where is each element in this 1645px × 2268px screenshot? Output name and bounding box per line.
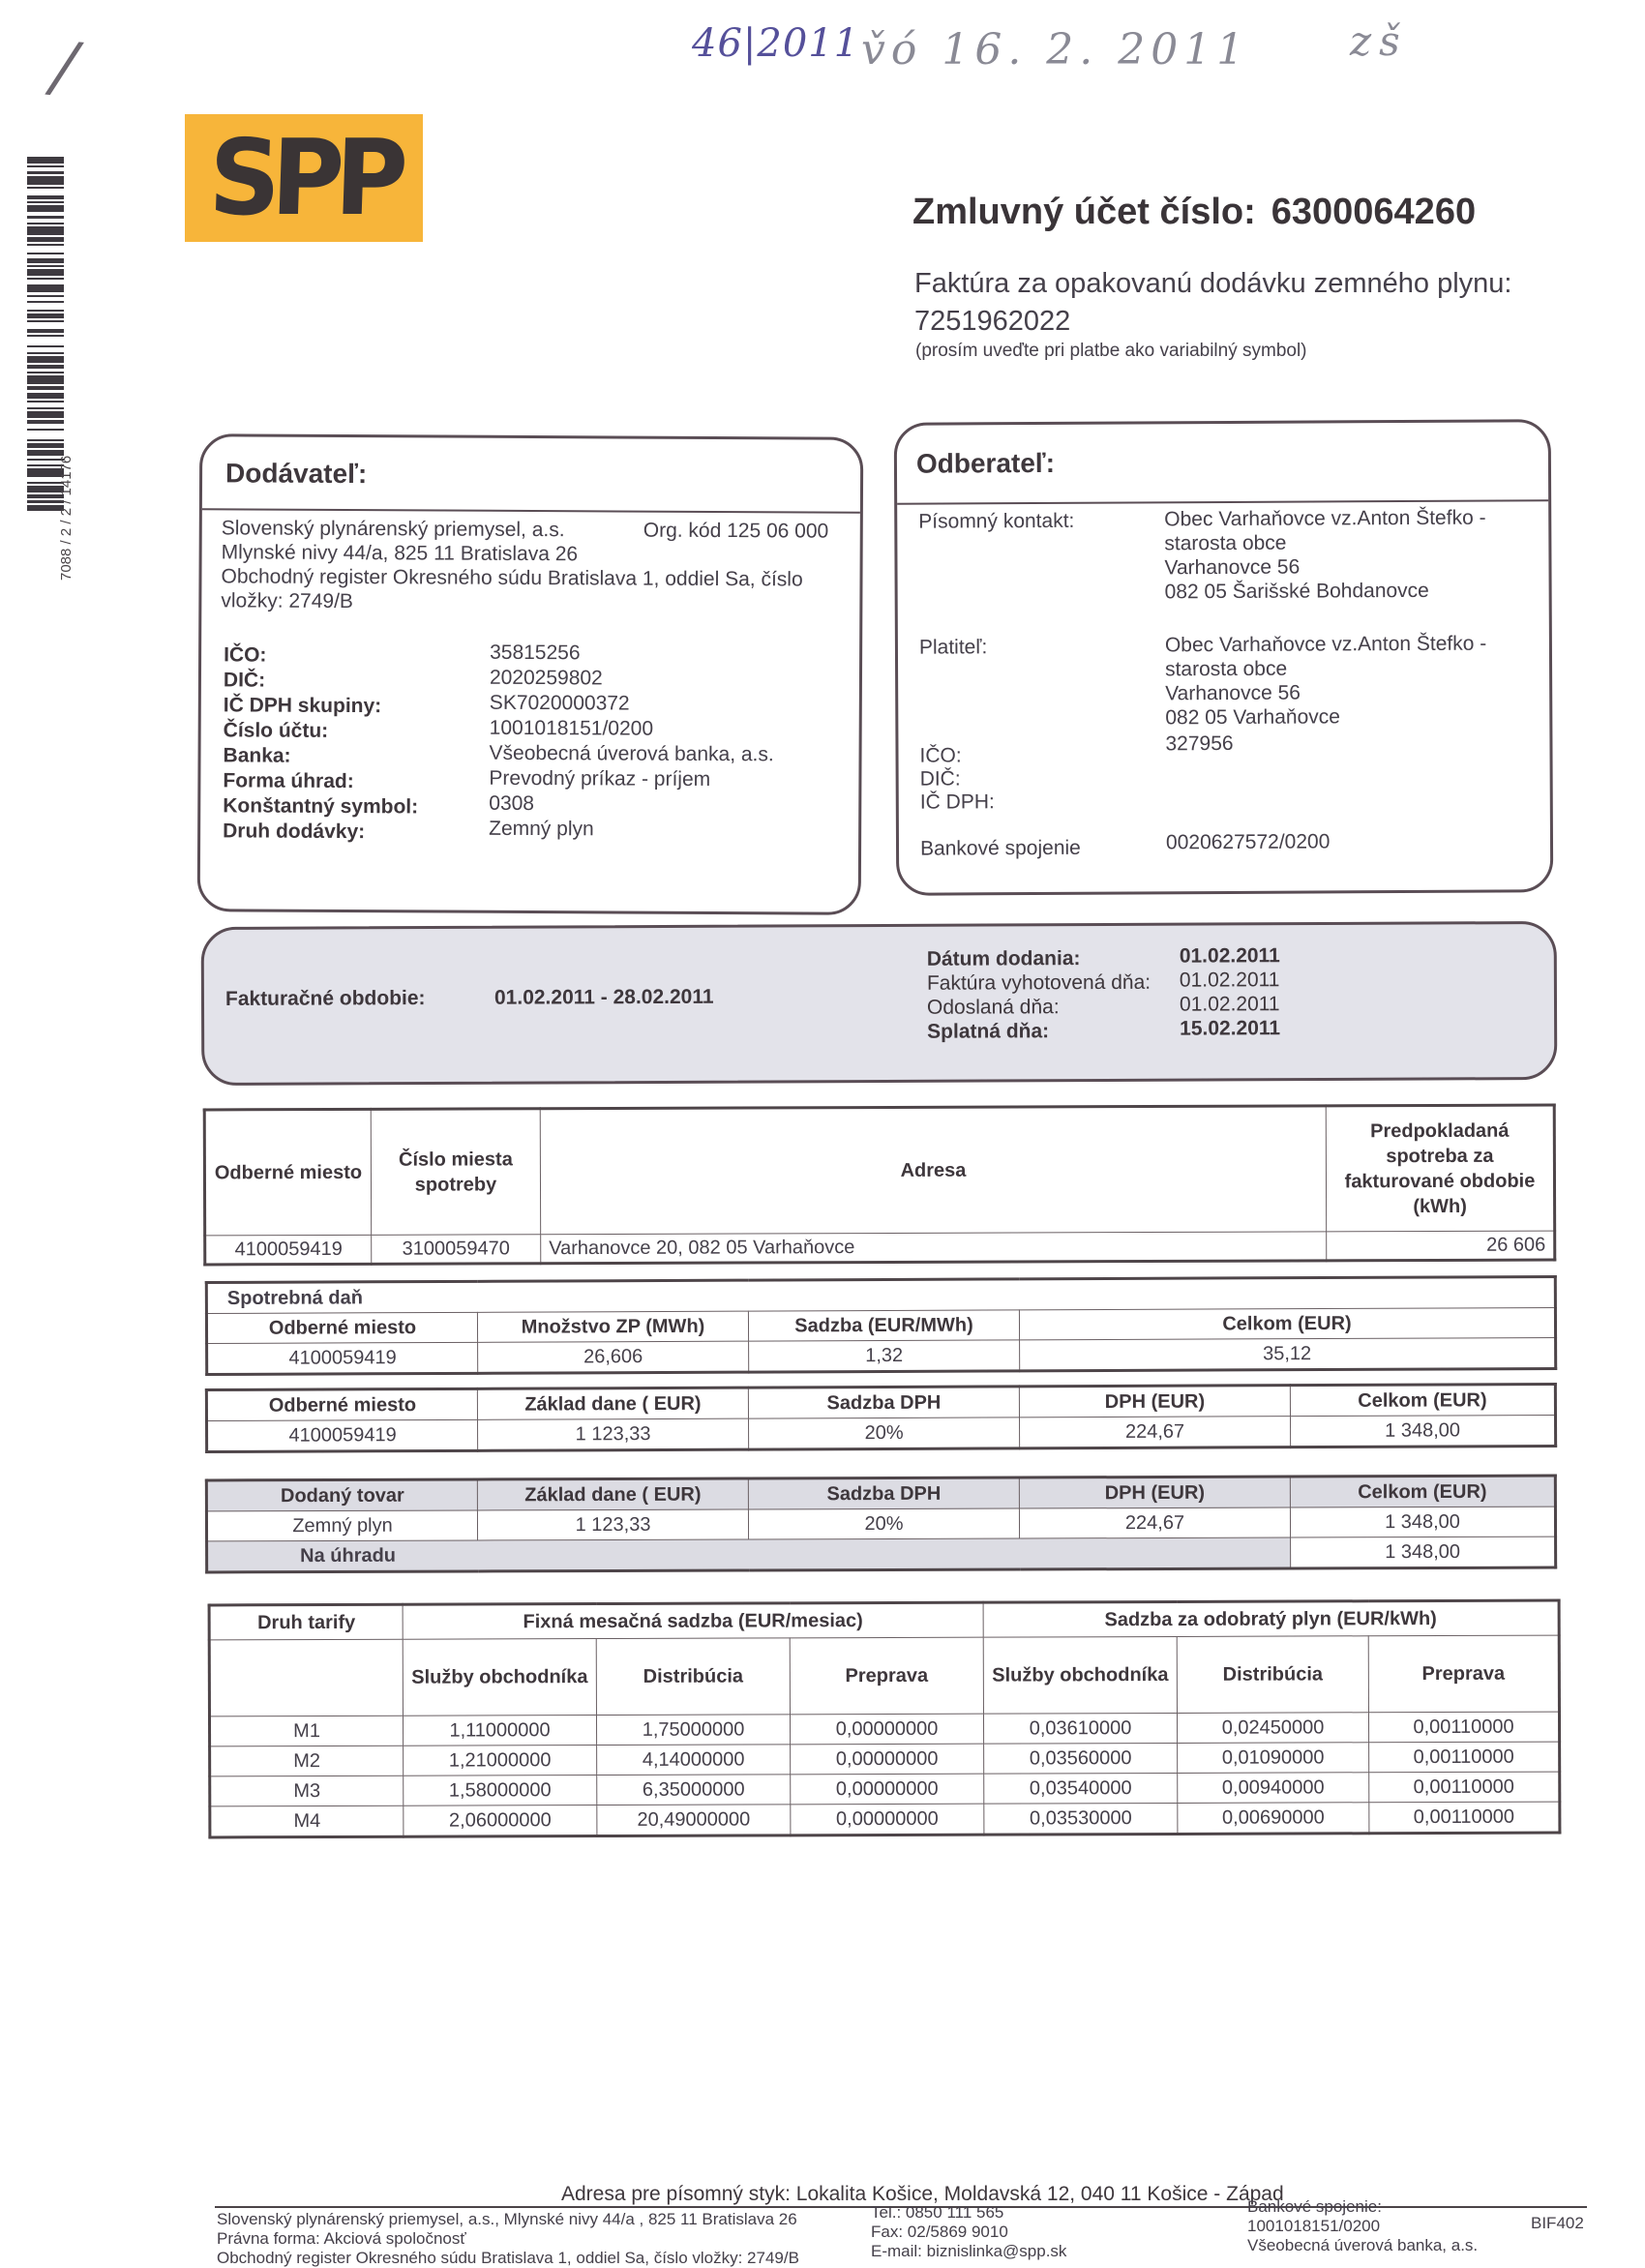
cell-consumption-point: 4100059419 [207, 1342, 478, 1374]
total-due-row [207, 1537, 1556, 1572]
due-date-label: Splatná dňa: [927, 1020, 1050, 1043]
written-contact-value [1164, 506, 1486, 605]
payer-line: Varhanovce 56 [1165, 681, 1301, 705]
barcode-bar [27, 375, 64, 384]
supplier-ico-value: 35815256 [490, 641, 581, 665]
issued-date-value: 01.02.2011 [1179, 969, 1280, 992]
table-row [210, 1742, 1560, 1776]
barcode-bar [27, 303, 64, 310]
customer-dic-label: DIČ: [919, 767, 961, 791]
table-row [206, 1507, 1555, 1541]
handwritten-reference: 46|2011 [692, 21, 860, 66]
col-header-vat-rate: Sadzba DPH [748, 1387, 1019, 1418]
col-header-rate: Sadzba (EUR/MWh) [748, 1310, 1019, 1341]
consumption-point-table [203, 1104, 1557, 1267]
written-contact-label: Písomný kontakt: [918, 509, 1075, 533]
contract-account-title [912, 192, 1476, 233]
col-header-usage-distribution: Distribúcia [1177, 1636, 1368, 1714]
supplier-dic-value: 2020259802 [489, 666, 603, 690]
payer-line: 082 05 Varhaňovce [1165, 705, 1340, 730]
supplier-payment-form-label: Forma úhrad: [223, 769, 354, 793]
supplier-org-code: Org. kód 125 06 000 [643, 519, 829, 543]
cell-tariff: M4 [210, 1805, 404, 1837]
invoice-number: 7251962022 [914, 306, 1071, 337]
cell-value: 0,00110000 [1369, 1802, 1560, 1834]
supplier-constant-symbol-label: Konštantný symbol: [223, 794, 419, 819]
barcode-bar [27, 322, 64, 329]
barcode-bar [27, 176, 64, 185]
cell-consumption-point: 4100059419 [207, 1419, 478, 1451]
billing-period-label: Fakturačné obdobie: [224, 987, 426, 1010]
due-date-value: 15.02.2011 [1180, 1017, 1281, 1040]
footer-line: Bankové spojenie: [1247, 2197, 1382, 2216]
col-header-consumption-point: Odberné miesto [204, 1109, 371, 1236]
cell-value: 0,00000000 [790, 1714, 983, 1745]
table-row [207, 1415, 1556, 1451]
cell-goods: Zemný plyn [206, 1510, 477, 1541]
customer-icdph-label: IČ DPH: [919, 791, 995, 814]
cell-value: 0,00000000 [791, 1804, 984, 1835]
table-header-row [204, 1105, 1554, 1236]
invoice-note: (prosím uveďte pri platbe ako variabilný symbol) [915, 341, 1307, 361]
table-row [209, 1712, 1559, 1746]
col-header-address: Adresa [540, 1106, 1326, 1235]
cell-tariff: M2 [210, 1746, 404, 1776]
supplier-bank-label: Banka: [223, 744, 291, 767]
cell-tariff: M3 [210, 1776, 404, 1806]
delivery-date-value: 01.02.2011 [1179, 944, 1280, 968]
cell-value: 0,00940000 [1178, 1773, 1369, 1804]
barcode-bar [27, 284, 64, 293]
contract-label: Zmluvný účet číslo: [912, 192, 1256, 232]
payer-label: Platiteľ: [918, 636, 988, 659]
cell-value: 0,03540000 [984, 1773, 1178, 1804]
col-header-tariff-type: Druh tarify [209, 1604, 403, 1640]
cell-value: 0,03560000 [984, 1743, 1178, 1774]
supplier-name: Slovenský plynárenský priemysel, a.s. [221, 517, 565, 542]
footer-bank-info [1247, 2197, 1478, 2255]
barcode-bar [27, 393, 64, 400]
table-group-header-row [209, 1600, 1559, 1640]
cell-total: 1 348,00 [1290, 1415, 1555, 1447]
col-header-vat: DPH (EUR) [1019, 1477, 1290, 1508]
cell-vat-rate: 20% [748, 1508, 1019, 1539]
invoice-label: Faktúra za opakovanú dodávku zemného plynu: [914, 268, 1512, 299]
footer-form-code: BIF402 [1531, 2214, 1584, 2232]
cell-address: Varhanovce 20, 082 05 Varhaňovce [541, 1232, 1327, 1264]
supplier-box-header [202, 436, 860, 514]
written-contact-line: 082 05 Šarišské Bohdanovce [1164, 579, 1429, 604]
barcode-number: 7088 / 2 / 2 / 14176 [58, 455, 75, 581]
supplier-payment-form-value: Prevodný príkaz - príjem [489, 766, 711, 791]
col-header-quantity: Množstvo ZP (MWh) [477, 1311, 748, 1342]
barcode-bar [27, 356, 64, 363]
cell-value: 0,03530000 [984, 1803, 1178, 1835]
barcode-bar [27, 269, 64, 276]
contract-number: 6300064260 [1271, 192, 1477, 232]
cell-value: 20,49000000 [597, 1805, 791, 1836]
footer-correspondence-address: Adresa pre písomný styk: Lokalita Košice, Moldavská 12, 040 11 Košice - Západ [561, 2183, 1284, 2205]
excise-tax-table [205, 1275, 1557, 1376]
col-header-total: Celkom (EUR) [1290, 1384, 1555, 1416]
cell-quantity: 26,606 [478, 1341, 749, 1373]
cell-vat: 224,67 [1019, 1417, 1290, 1448]
cell-value: 4,14000000 [597, 1745, 791, 1776]
customer-bank-label: Bankové spojenie [919, 836, 1081, 860]
footer-phone: Tel.: 0850 111 565 [871, 2203, 1004, 2222]
tariff-table [208, 1599, 1562, 1839]
cell-total: 35,12 [1020, 1337, 1556, 1370]
customer-box [894, 419, 1554, 896]
footer-line: Právna forma: Akciová spoločnosť [217, 2229, 466, 2248]
cell-value: 1,11000000 [403, 1716, 596, 1746]
footer-company-info [217, 2210, 799, 2268]
footer-line: Slovenský plynárenský priemysel, a.s., Mlynské nivy 44/a , 825 11 Bratislava 26 [217, 2210, 797, 2228]
logo-text: SPP [207, 118, 401, 239]
excise-caption: Spotrebná daň [206, 1276, 1555, 1313]
supplier-box [197, 433, 864, 915]
cell-value: 0,00110000 [1368, 1712, 1559, 1743]
col-header-fixed-distribution: Distribúcia [596, 1638, 790, 1716]
barcode-bar [27, 337, 64, 345]
col-header-tax-base: Základ dane ( EUR) [477, 1388, 748, 1419]
footer-line: Obchodný register Okresného súdu Bratislava 1, oddiel Sa, číslo vložky: 2749/B [217, 2249, 799, 2267]
total-due-value: 1 348,00 [1291, 1537, 1556, 1568]
col-header-vat: DPH (EUR) [1019, 1386, 1290, 1418]
written-contact-line: Varhanovce 56 [1164, 555, 1301, 580]
col-header-consumption-point: Odberné miesto [206, 1388, 477, 1420]
col-header-empty [209, 1639, 403, 1716]
supplier-delivery-type-label: Druh dodávky: [223, 820, 366, 844]
cell-value: 0,00000000 [791, 1744, 984, 1775]
barcode-bar [27, 226, 64, 235]
customer-title: Odberateľ: [915, 447, 1056, 479]
barcode-bar [27, 157, 64, 164]
supplier-bank-value: Všeobecná úverová banka, a.s. [489, 741, 774, 766]
cell-tax-base: 1 123,33 [477, 1509, 748, 1540]
handwritten-initials: zš [1350, 17, 1408, 65]
cell-value: 0,00110000 [1369, 1772, 1560, 1803]
written-contact-line: Obec Varhaňovce vz.Anton Štefko - [1164, 506, 1486, 531]
col-header-goods: Dodaný tovar [206, 1479, 477, 1511]
cell-consumption-point: 4100059419 [205, 1235, 372, 1265]
barcode-bar [27, 431, 64, 439]
handwritten-date: v̌ó 16. 2. 2011 [861, 25, 1250, 75]
supplier-icdph-value: SK7020000372 [489, 691, 630, 715]
cell-value: 0,00110000 [1369, 1742, 1560, 1773]
cell-place-number: 3100059470 [372, 1235, 541, 1265]
footer-contact-info [871, 2203, 1066, 2261]
cell-vat-rate: 20% [749, 1418, 1020, 1449]
col-header-expected-consumption: Predpokladaná spotreba za fakturované obdobie (kWh) [1326, 1105, 1554, 1232]
barcode-bar [27, 205, 64, 212]
col-header-vat-rate: Sadzba DPH [748, 1477, 1019, 1509]
handwritten-mark: / [48, 25, 80, 108]
payer-line: Obec Varhaňovce vz.Anton Štefko - [1164, 632, 1487, 657]
footer-email: E-mail: biznislinka@spp.sk [871, 2242, 1067, 2260]
cell-value: 1,58000000 [404, 1776, 597, 1806]
supplier-ico-label: IČO: [224, 643, 267, 667]
supplier-address: Mlynské nivy 44/a, 825 11 Bratislava 26 [221, 541, 579, 566]
sent-date-label: Odoslaná dňa: [926, 996, 1060, 1019]
cell-expected-consumption: 26 606 [1327, 1231, 1555, 1261]
total-due-label: Na úhradu [207, 1537, 1291, 1572]
table-header-row [206, 1476, 1555, 1511]
col-header-fixed-trader: Služby obchodníka [403, 1639, 596, 1716]
supplier-register-cont: vložky: 2749/B [221, 589, 354, 613]
cell-rate: 1,32 [749, 1340, 1020, 1372]
delivery-date-label: Dátum dodania: [926, 947, 1081, 970]
supplier-icdph-label: IČ DPH skupiny: [223, 694, 382, 718]
table-row [210, 1772, 1560, 1806]
barcode-bar [27, 411, 64, 418]
supplier-constant-symbol-value: 0308 [489, 791, 535, 816]
col-group-fixed-rate: Fixná mesačná sadzba (EUR/mesiac) [403, 1602, 983, 1639]
payer-value [1165, 632, 1487, 731]
footer-line: Všeobecná úverová banka, a.s. [1247, 2236, 1479, 2254]
cell-value: 1,21000000 [404, 1746, 597, 1776]
cell-value: 0,03610000 [983, 1713, 1177, 1744]
cell-tariff: M1 [209, 1716, 403, 1746]
sent-date-value: 01.02.2011 [1179, 993, 1280, 1016]
billing-period-value: 01.02.2011 - 28.02.2011 [494, 985, 714, 1009]
spp-logo [185, 114, 423, 242]
cell-value: 2,06000000 [404, 1805, 597, 1837]
cell-value: 0,02450000 [1177, 1713, 1368, 1744]
customer-bank-value: 0020627572/0200 [1165, 830, 1331, 854]
col-header-consumption-point: Odberné miesto [206, 1312, 477, 1343]
table-row [205, 1231, 1555, 1265]
cell-total: 1 348,00 [1290, 1507, 1555, 1537]
cell-tax-base: 1 123,33 [478, 1418, 749, 1450]
col-header-total: Celkom (EUR) [1019, 1307, 1555, 1339]
customer-ico-label: IČO: [919, 744, 962, 767]
delivered-goods-table [205, 1475, 1557, 1574]
cell-value: 0,00000000 [791, 1774, 984, 1805]
customer-ico-value: 327956 [1165, 731, 1234, 756]
cell-value: 0,00690000 [1178, 1803, 1369, 1835]
table-row [207, 1337, 1556, 1374]
footer-line: 1001018151/0200 [1247, 2217, 1381, 2235]
cell-value: 6,35000000 [597, 1775, 791, 1805]
col-header-tax-base: Základ dane ( EUR) [477, 1478, 748, 1510]
footer-fax: Fax: 02/5869 9010 [871, 2223, 1008, 2241]
col-header-usage-transport: Preprava [1368, 1635, 1559, 1713]
payer-line: starosta obce [1165, 657, 1288, 681]
customer-box-header [897, 422, 1548, 505]
issued-date-label: Faktúra vyhotovená dňa: [926, 970, 1152, 995]
supplier-account-value: 1001018151/0200 [489, 716, 654, 740]
col-header-place-number: Číslo miesta spotreby [371, 1109, 540, 1236]
col-header-fixed-transport: Preprava [790, 1637, 983, 1715]
col-header-usage-trader: Služby obchodníka [983, 1636, 1177, 1714]
table-header-row [209, 1635, 1559, 1716]
table-row [210, 1802, 1560, 1837]
col-group-usage-rate: Sadzba za odobratý plyn (EUR/kWh) [983, 1600, 1559, 1637]
barcode-bar [27, 246, 64, 253]
cell-value: 0,01090000 [1178, 1743, 1369, 1774]
written-contact-line: starosta obce [1164, 531, 1287, 555]
supplier-account-label: Číslo účtu: [223, 719, 329, 742]
supplier-dic-label: DIČ: [223, 669, 266, 692]
col-header-total: Celkom (EUR) [1290, 1476, 1555, 1507]
supplier-register: Obchodný register Okresného súdu Bratislava 1, oddiel Sa, číslo [221, 565, 803, 591]
billing-period-box [201, 921, 1558, 1086]
cell-value: 1,75000000 [596, 1715, 790, 1746]
supplier-delivery-type-value: Zemný plyn [489, 817, 594, 841]
barcode-bar [27, 189, 64, 195]
cell-vat: 224,67 [1019, 1507, 1290, 1538]
supplier-title: Dodávateľ: [225, 458, 368, 490]
vat-table [205, 1383, 1557, 1453]
